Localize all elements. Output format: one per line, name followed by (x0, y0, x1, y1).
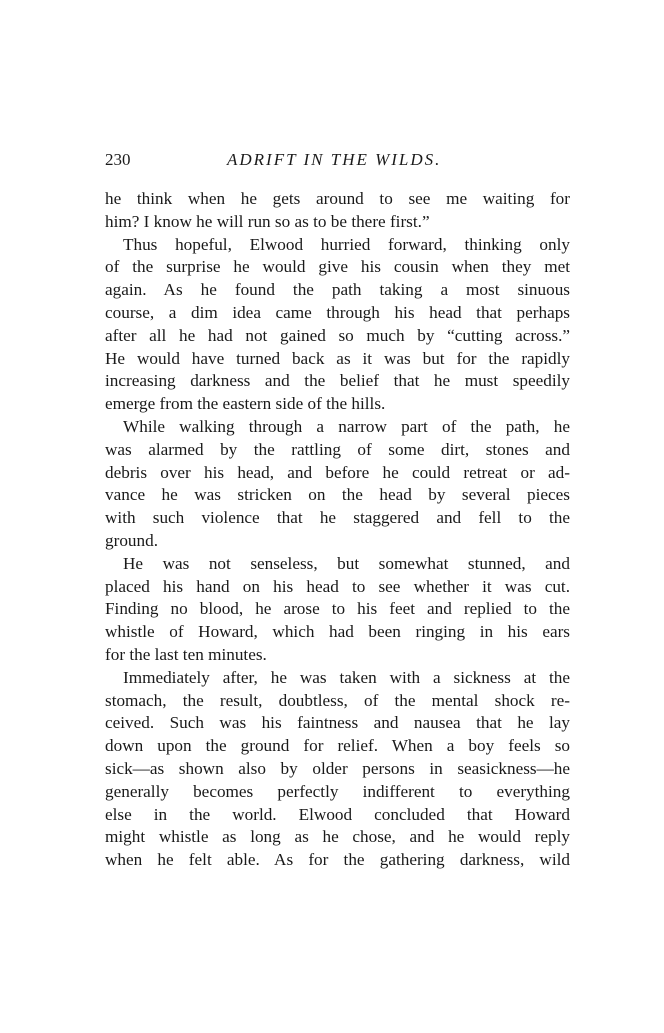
text-line: While walking through a narrow part of the path, he (123, 416, 570, 436)
text-line: Thus hopeful, Elwood hurried forward, thinking only (123, 234, 570, 254)
text-line: generally becomes perfectly indifferent to everything (105, 781, 570, 801)
running-title: ADRIFT IN THE WILDS. (227, 150, 442, 169)
text-line: he think when he gets around to see me waiting for (105, 189, 570, 208)
text-line: Immediately after, he was taken with a sickness at the (123, 667, 570, 687)
text-line: He would have turned back as it was but for the rapidly (105, 348, 570, 368)
text-line: vance he was stricken on the head by several pieces (105, 485, 570, 505)
body-text (105, 188, 570, 872)
text-line: whistle of Howard, which had been ringing in his ears (105, 622, 570, 642)
page-number: 230 (105, 150, 131, 169)
text-line: emerge from the eastern side of the hills. (105, 394, 386, 414)
text-line: stomach, the result, doubtless, of the mental shock re- (105, 690, 570, 710)
text-line: might whistle as long as he chose, and he would reply (105, 827, 570, 847)
text-line: him? I know he will run so as to be there first.” (105, 211, 430, 231)
text-line: for the last ten minutes. (105, 644, 267, 664)
text-line: of the surprise he would give his cousin when they met (105, 257, 570, 277)
text-line: ceived. Such was his faintness and nausea that he lay (105, 713, 570, 733)
text-line: Finding no blood, he arose to his feet and replied to the (105, 599, 570, 619)
text-line: else in the world. Elwood concluded that Howard (105, 804, 570, 824)
text-line: placed his hand on his head to see whether it was cut. (105, 576, 570, 596)
page-header (105, 148, 570, 172)
text-line: down upon the ground for relief. When a boy feels so (105, 736, 570, 756)
text-line: increasing darkness and the belief that he must speedily (105, 371, 570, 391)
text-line: debris over his head, and before he could retreat or ad- (105, 462, 570, 482)
text-line: He was not senseless, but somewhat stunned, and (123, 553, 570, 573)
text-line: was alarmed by the rattling of some dirt, stones and (105, 439, 570, 459)
text-line: when he felt able. As for the gathering darkness, wild (105, 850, 570, 870)
text-line: course, a dim idea came through his head that perhaps (105, 302, 570, 322)
text-line: ground. (105, 530, 158, 550)
text-line: after all he had not gained so much by “cutting across.” (105, 325, 570, 345)
text-line: with such violence that he staggered and fell to the (105, 508, 570, 528)
text-line: sick—as shown also by older persons in seasickness—he (105, 758, 570, 778)
text-line: again. As he found the path taking a most sinuous (105, 280, 570, 300)
